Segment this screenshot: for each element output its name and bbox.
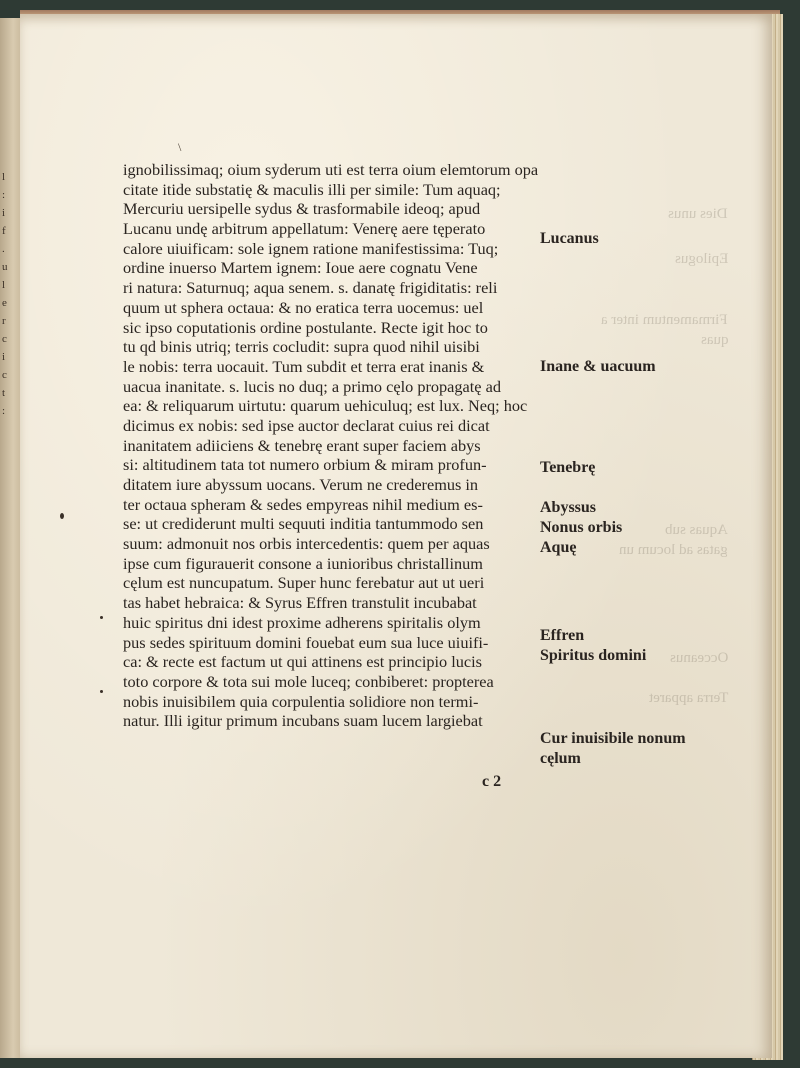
text-line: inanitatem adiiciens & tenebrę erant super faciem abys bbox=[123, 435, 481, 455]
margin-note-nonus-orbis: Nonus orbis bbox=[540, 519, 623, 536]
text-line: uacua inanitate. s. lucis no duq; a primo cęlo propagatę ad bbox=[123, 376, 501, 396]
text-line: ca: & recte est factum ut qui attinens est principio lucis bbox=[123, 652, 482, 672]
margin-note-effren: Effren bbox=[540, 627, 585, 644]
text-line: Mercuriu uersipelle sydus & trasformabile ideoq; apud bbox=[123, 199, 481, 219]
text-line: ipse cum figurauerit consone a iunioribus christallinum bbox=[123, 553, 483, 573]
text-line: ea: & reliquarum uirtutu: quarum uehiculuq; est lux. Neq; hoc bbox=[123, 396, 528, 416]
text-line: quum ut sphera octaua: & no eratica terra uocemus: uel bbox=[123, 297, 484, 317]
text-line: natur. Illi igitur primum incubans suam lucem largiebat bbox=[123, 711, 483, 731]
text-line: huic spiritus dni idest proxime adherens spiritalis olym bbox=[123, 612, 481, 632]
margin-note-aque: Aquę bbox=[540, 539, 577, 556]
text-line: pus sedes spirituum domini fouebat eum sua luce uiuifi- bbox=[123, 632, 489, 652]
margin-note-celum: cęlum bbox=[540, 750, 581, 767]
text-line: sic ipso coputationis ordine postulante. Recte igit hoc to bbox=[123, 317, 488, 337]
margin-note-cur-invisibile: Cur inuisibile nonum bbox=[540, 730, 686, 747]
facing-page-letters: l : i f . u l e r c i c t : bbox=[2, 171, 8, 417]
ink-spot bbox=[100, 616, 103, 619]
margin-note-tenebre: Tenebrę bbox=[540, 459, 596, 476]
margin-note-inane: Inane & uacuum bbox=[540, 358, 656, 375]
show-through-text: quas bbox=[700, 332, 728, 348]
show-through-text: Epilogus bbox=[674, 251, 728, 267]
text-line: ignobilissimaq; oium syderum uti est terra oium elemtorum opa bbox=[123, 160, 539, 179]
signature-mark: c 2 bbox=[482, 773, 502, 790]
text-line: dicimus ex nobis: sed ipse auctor declarat cuius rei dicat bbox=[123, 415, 490, 435]
text-line: Lucanu undę arbitrum appellatum: Venerę aere tęperato bbox=[123, 219, 486, 239]
margin-note-lucanus: Lucanus bbox=[540, 230, 599, 247]
margin-note-spiritus: Spiritus domini bbox=[540, 647, 647, 664]
main-text-block bbox=[123, 160, 543, 731]
ink-spot bbox=[100, 690, 103, 693]
text-line: ordine inuerso Martem ignem: Ioue aere cognatu Vene bbox=[123, 258, 478, 278]
text-line: suum: admonuit nos orbis intercedentis: quem per aquas bbox=[123, 534, 490, 554]
text-line: toto corpore & tota sui mole luceq; conbiberet: propterea bbox=[123, 671, 494, 691]
show-through-text: Firmamentum inter a bbox=[601, 312, 728, 328]
text-line: tas habet hebraica: & Syrus Effren transtulit incubabat bbox=[123, 593, 477, 613]
text-line: si: altitudinem tata tot numero orbium & miram profun- bbox=[123, 455, 487, 475]
show-through-text: gatas ad locum un bbox=[619, 542, 728, 558]
text-line: le nobis: terra uocauit. Tum subdit et terra erat inanis & bbox=[123, 356, 485, 376]
text-line: tu qd binis utriq; terris cocludit: supra quod nihil uisibi bbox=[123, 337, 480, 357]
ink-spot bbox=[60, 513, 64, 519]
text-line: ter octaua spheram & sedes empyreas nihil medium es- bbox=[123, 494, 483, 514]
show-through-text: Terra apparet bbox=[648, 690, 728, 706]
show-through-text: Aquas sub bbox=[665, 522, 728, 538]
ink-mark: \ bbox=[178, 140, 182, 154]
margin-note-abyssus: Abyssus bbox=[540, 499, 597, 516]
show-through-text: Occeanus bbox=[669, 650, 728, 666]
text-line: calore uiuificam: sole ignem ratione manifestissima: Tuq; bbox=[123, 238, 499, 258]
text-line: ditatem iure abyssum uocans. Verum ne crederemus in bbox=[123, 475, 479, 494]
text-line: citate itide substatię & maculis illi per simile: Tum aquaq; bbox=[123, 179, 501, 199]
show-through-text: Dies unus bbox=[668, 206, 728, 222]
text-line: nobis inuisibilem quia corpulentia solidiore non termi- bbox=[123, 691, 479, 711]
text-line: cęlum est nuncupatum. Super hunc ferebatur aut ut ueri bbox=[123, 573, 485, 593]
text-line: ri natura: Saturnuq; aqua senem. s. danatę frigiditatis: reli bbox=[123, 278, 498, 298]
text-line: se: ut crediderunt multi sequuti inditia tantummodo sen bbox=[123, 514, 484, 534]
